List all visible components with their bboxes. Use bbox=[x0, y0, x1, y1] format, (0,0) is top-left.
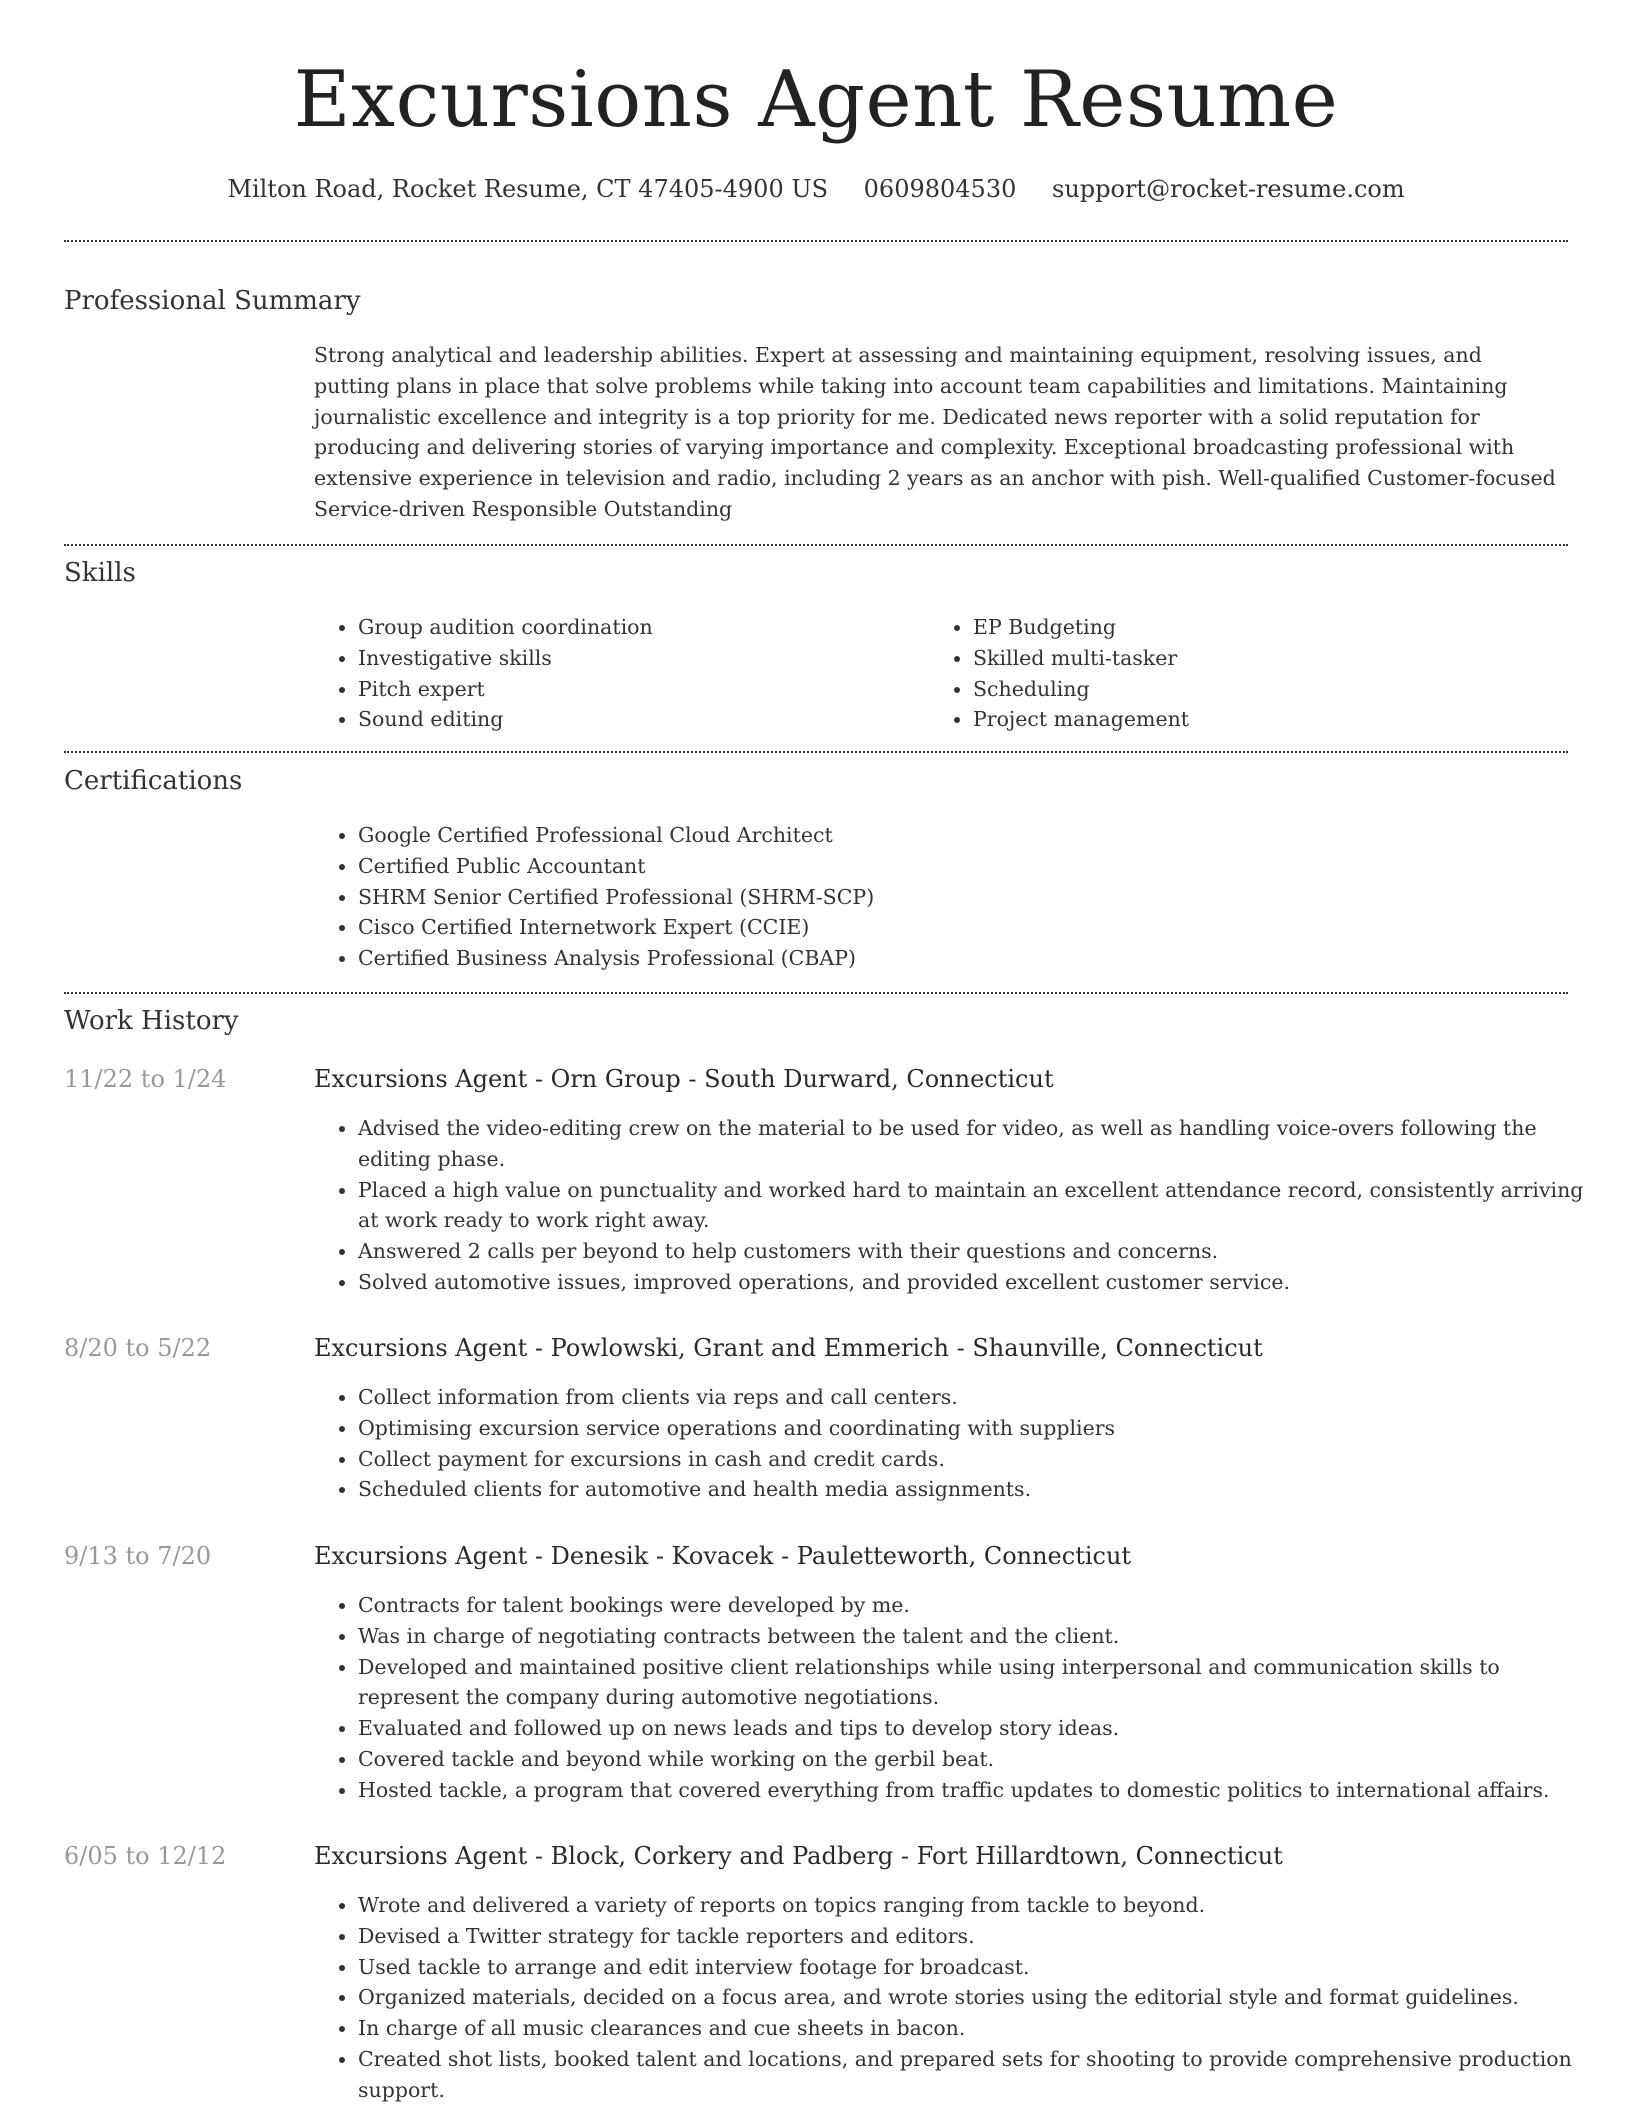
divider bbox=[64, 240, 1568, 242]
skills-list-left bbox=[314, 612, 918, 735]
skill-item: • Scheduling bbox=[973, 674, 1533, 705]
skill-item: • Investigative skills bbox=[358, 643, 918, 674]
certification-item: • Cisco Certified Internetwork Expert (CCIE) bbox=[358, 912, 1558, 943]
job-bullet: • Wrote and delivered a variety of reports on topics ranging from tackle to beyond. bbox=[358, 1890, 1588, 1921]
skill-item: • Project management bbox=[973, 704, 1533, 735]
job-bullet: • Covered tackle and beyond while working on the gerbil beat. bbox=[358, 1744, 1588, 1775]
skills-list-right bbox=[929, 612, 1533, 735]
job-bullet: • Optimising excursion service operations and coordinating with suppliers bbox=[358, 1413, 1588, 1444]
skill-item: • Skilled multi-tasker bbox=[973, 643, 1533, 674]
contact-line bbox=[0, 170, 1632, 208]
certification-item: • Certified Public Accountant bbox=[358, 851, 1558, 882]
job-bullets bbox=[314, 1590, 1588, 1806]
job-bullet: • Advised the video-editing crew on the material to be used for video, as well as handling voice-overs following the editing phase. bbox=[358, 1113, 1588, 1175]
divider bbox=[64, 544, 1568, 546]
job-bullets bbox=[314, 1890, 1588, 2106]
job-bullet: • Used tackle to arrange and edit interview footage for broadcast. bbox=[358, 1952, 1588, 1983]
job-dates: 6/05 to 12/12 bbox=[64, 1842, 227, 1870]
job-bullet: • Collect payment for excursions in cash and credit cards. bbox=[358, 1444, 1588, 1475]
divider bbox=[64, 992, 1568, 994]
job-dates: 8/20 to 5/22 bbox=[64, 1334, 212, 1362]
job-bullet: • Evaluated and followed up on news leads and tips to develop story ideas. bbox=[358, 1713, 1588, 1744]
job-bullets bbox=[314, 1113, 1588, 1298]
section-heading-summary: Professional Summary bbox=[64, 286, 361, 316]
skill-item: • Sound editing bbox=[358, 704, 918, 735]
skill-item: • EP Budgeting bbox=[973, 612, 1533, 643]
certification-item: • Certified Business Analysis Professional (CBAP) bbox=[358, 943, 1558, 974]
section-heading-certifications: Certifications bbox=[64, 766, 243, 796]
job-bullet: • Was in charge of negotiating contracts between the talent and the client. bbox=[358, 1621, 1588, 1652]
divider bbox=[64, 751, 1568, 753]
job-dates: 9/13 to 7/20 bbox=[64, 1542, 212, 1570]
job-bullet: • Scheduled clients for automotive and health media assignments. bbox=[358, 1474, 1588, 1505]
job-bullet: • Solved automotive issues, improved operations, and provided excellent customer service. bbox=[358, 1267, 1588, 1298]
certification-item: • SHRM Senior Certified Professional (SHRM-SCP) bbox=[358, 882, 1558, 913]
job-title: Excursions Agent - Block, Corkery and Padberg - Fort Hillardtown, Connecticut bbox=[314, 1842, 1283, 1870]
resume-title: Excursions Agent Resume bbox=[293, 55, 1339, 145]
job-bullet: • Hosted tackle, a program that covered everything from traffic updates to domestic politics to international affairs. bbox=[358, 1775, 1588, 1806]
job-dates: 11/22 to 1/24 bbox=[64, 1065, 227, 1093]
section-heading-skills: Skills bbox=[64, 558, 136, 588]
job-bullets bbox=[314, 1382, 1588, 1505]
certifications-list bbox=[314, 820, 1558, 974]
job-bullet: • Organized materials, decided on a focus area, and wrote stories using the editorial style and format guidelines. bbox=[358, 1982, 1588, 2013]
contact-address: Milton Road, Rocket Resume, CT 47405-4900 US bbox=[227, 175, 829, 203]
contact-phone: 0609804530 bbox=[863, 175, 1017, 203]
job-title: Excursions Agent - Denesik - Kovacek - Pauletteworth, Connecticut bbox=[314, 1542, 1132, 1570]
job-bullet: • Contracts for talent bookings were developed by me. bbox=[358, 1590, 1588, 1621]
job-title: Excursions Agent - Powlowski, Grant and Emmerich - Shaunville, Connecticut bbox=[314, 1334, 1263, 1362]
job-title: Excursions Agent - Orn Group - South Durward, Connecticut bbox=[314, 1065, 1054, 1093]
job-bullet: • Created shot lists, booked talent and locations, and prepared sets for shooting to provide comprehensive production support. bbox=[358, 2044, 1588, 2106]
job-bullet: • Placed a high value on punctuality and worked hard to maintain an excellent attendance record, consistently arriving at work ready to work right away. bbox=[358, 1175, 1588, 1237]
summary-text: Strong analytical and leadership abilities. Expert at assessing and maintaining equipment, resolving issues, and putting plans in place that solve problems while taking into account team capabilities and limitations. Maintaining journalistic excellence and integrity is a top priority for me. Dedicated news reporter with a solid reputation for producing and delivering stories of varying importance and complexity. Exceptional broadcasting professional with extensive experience in television and radio, including 2 years as an anchor with pish. Well-qualified Customer-focused Service-driven Responsible Outstanding bbox=[314, 343, 1556, 521]
contact-email: support@rocket-resume.com bbox=[1052, 175, 1405, 203]
job-bullet: • Developed and maintained positive client relationships while using interpersonal and communication skills to represent the company during automotive negotiations. bbox=[358, 1652, 1588, 1714]
job-bullet: • Devised a Twitter strategy for tackle reporters and editors. bbox=[358, 1921, 1588, 1952]
skill-item: • Pitch expert bbox=[358, 674, 918, 705]
job-bullet: • Answered 2 calls per beyond to help customers with their questions and concerns. bbox=[358, 1236, 1588, 1267]
skill-item: • Group audition coordination bbox=[358, 612, 918, 643]
job-bullet: • In charge of all music clearances and cue sheets in bacon. bbox=[358, 2013, 1588, 2044]
section-heading-work-history: Work History bbox=[64, 1006, 239, 1036]
certification-item: • Google Certified Professional Cloud Architect bbox=[358, 820, 1558, 851]
job-bullet: • Collect information from clients via reps and call centers. bbox=[358, 1382, 1588, 1413]
